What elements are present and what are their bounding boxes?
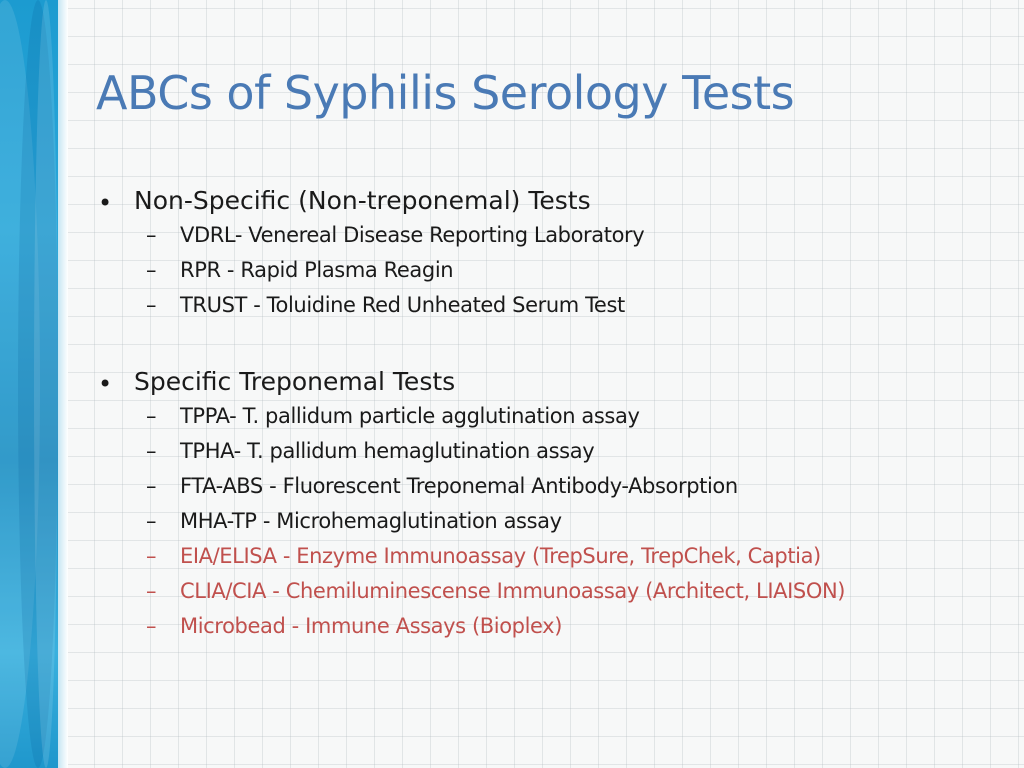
sub-bullet-item-highlighted bbox=[96, 539, 996, 574]
slide-content bbox=[96, 186, 996, 644]
sub-bullet-text: EIA/ELISA - Enzyme Immunoassay (TrepSure, TrepChek, Captia) bbox=[180, 544, 821, 568]
sub-bullet-item bbox=[96, 218, 996, 253]
sub-bullet-text: Microbead - Immune Assays (Bioplex) bbox=[180, 614, 562, 638]
left-light-stripe bbox=[58, 0, 68, 768]
bullet-dot-icon: • bbox=[98, 370, 113, 398]
sub-bullet-text: MHA-TP - Microhemaglutination assay bbox=[180, 509, 562, 533]
dash-icon: – bbox=[146, 439, 157, 463]
dash-icon: – bbox=[146, 258, 157, 282]
sub-bullet-item bbox=[96, 434, 996, 469]
sub-bullet-text: FTA-ABS - Fluorescent Treponemal Antibody-Absorption bbox=[180, 474, 738, 498]
bullet-heading bbox=[96, 367, 996, 397]
bullet-heading-text: Specific Treponemal Tests bbox=[134, 367, 456, 396]
sub-bullet-text: VDRL- Venereal Disease Reporting Laboratory bbox=[180, 223, 645, 247]
sub-bullet-item bbox=[96, 469, 996, 504]
bullet-heading-text: Non-Specific (Non-treponemal) Tests bbox=[134, 186, 591, 215]
sub-bullet-list bbox=[96, 218, 996, 323]
sub-bullet-item bbox=[96, 504, 996, 539]
sub-bullet-text: RPR - Rapid Plasma Reagin bbox=[180, 258, 454, 282]
dash-icon: – bbox=[146, 544, 157, 568]
sub-bullet-text: TPPA- T. pallidum particle agglutination assay bbox=[180, 404, 640, 428]
dash-icon: – bbox=[146, 614, 157, 638]
sub-bullet-text: CLIA/CIA - Chemiluminescense Immunoassay (Architect, LIAISON) bbox=[180, 579, 846, 603]
sub-bullet-item bbox=[96, 399, 996, 434]
dash-icon: – bbox=[146, 509, 157, 533]
dash-icon: – bbox=[146, 474, 157, 498]
sub-bullet-item-highlighted bbox=[96, 609, 996, 644]
band-wave-shape bbox=[34, 0, 58, 768]
sub-bullet-list bbox=[96, 399, 996, 644]
sub-bullet-text: TPHA- T. pallidum hemaglutination assay bbox=[180, 439, 595, 463]
bullet-heading bbox=[96, 186, 996, 216]
sub-bullet-text: TRUST - Toluidine Red Unheated Serum Test bbox=[180, 293, 625, 317]
left-decorative-band bbox=[0, 0, 66, 768]
slide-title: ABCs of Syphilis Serology Tests bbox=[96, 66, 795, 120]
dash-icon: – bbox=[146, 579, 157, 603]
sub-bullet-item bbox=[96, 288, 996, 323]
sub-bullet-item-highlighted bbox=[96, 574, 996, 609]
dash-icon: – bbox=[146, 404, 157, 428]
dash-icon: – bbox=[146, 223, 157, 247]
dash-icon: – bbox=[146, 293, 157, 317]
section-spacer bbox=[96, 323, 996, 367]
sub-bullet-item bbox=[96, 253, 996, 288]
bullet-dot-icon: • bbox=[98, 189, 113, 217]
